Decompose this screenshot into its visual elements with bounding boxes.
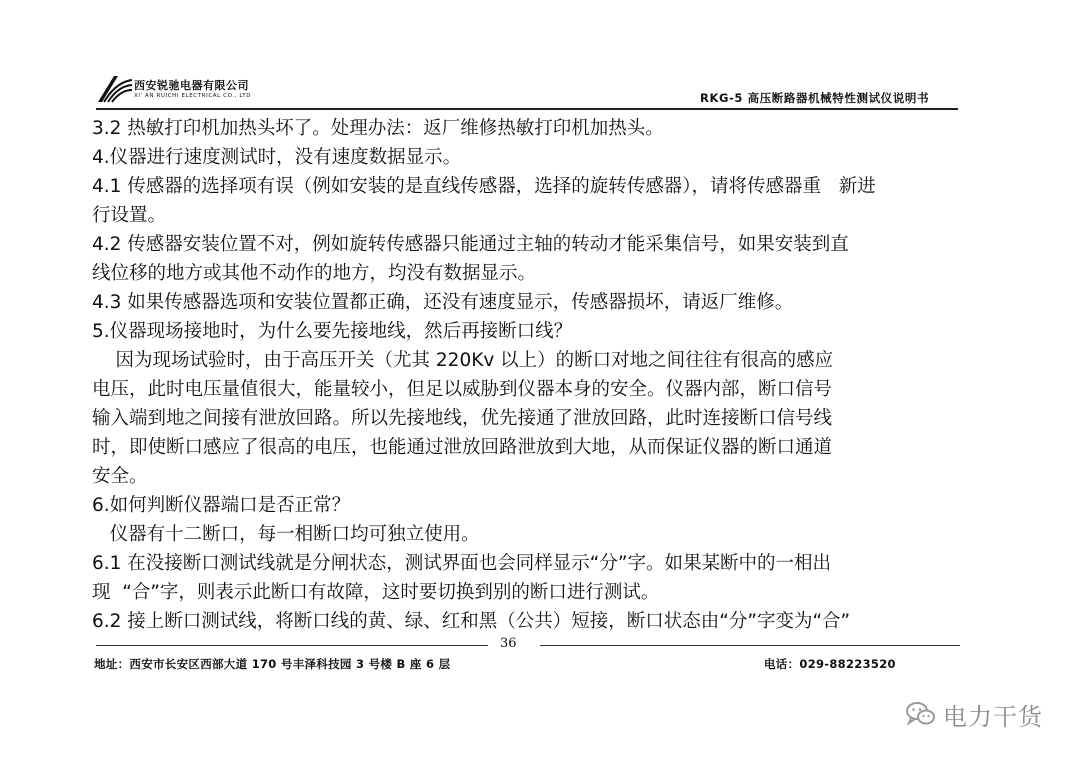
text-line: 行设置。: [92, 205, 167, 226]
company-name-en: XI' AN RUICHI ELECTRICAL CO., LTD: [134, 93, 252, 99]
text-line: 电压，此时电压量值很大，能量较小，但足以威胁到仪器本身的安全。仪器内部，断口信号: [92, 379, 833, 400]
text-line: 线位移的地方或其他不动作的地方，均没有数据显示。: [92, 263, 537, 284]
watermark-text: 电力干货: [943, 702, 1043, 731]
header-divider: [96, 108, 958, 110]
footer-divider-right: [540, 645, 960, 646]
wechat-icon: [905, 700, 937, 728]
document-body: [92, 114, 972, 636]
company-logo-icon: [96, 74, 134, 104]
text-line: 6.2 接上断口测试线，将断口线的黄、绿、红和黑（公共）短接，断口状态由“分”字变为“合”: [92, 611, 851, 632]
text-line: 4.仪器进行速度测试时，没有速度数据显示。: [92, 147, 462, 168]
text-line: 4.2 传感器安装位置不对，例如旋转传感器只能通过主轴的转动才能采集信号，如果安装到直: [92, 234, 849, 255]
text-line: 4.1 传感器的选择项有误（例如安装的是直线传感器，选择的旋转传感器），请将传感器重 新进: [92, 176, 876, 197]
text-line: 5.仪器现场接地时，为什么要先接地线，然后再接断口线？: [92, 321, 573, 342]
text-line: 3.2 热敏打印机加热头坏了。处理办法：返厂维修热敏打印机加热头。: [92, 118, 664, 139]
company-phone: 电话：029-88223520: [764, 657, 896, 671]
text-line: 输入端到地之间接有泄放回路。所以先接地线，优先接通了泄放回路，此时连接断口信号线: [92, 408, 833, 429]
text-line: 因为现场试验时，由于高压开关（尤其 220Kv 以上）的断口对地之间往往有很高的感应: [92, 350, 834, 371]
page-number: 36: [500, 636, 517, 651]
watermark: [905, 694, 1043, 734]
company-name-cn: 西安锐驰电器有限公司: [134, 79, 249, 92]
document-title: RKG-5 高压断路器机械特性测试仪说明书: [700, 91, 930, 105]
company-address: 地址：西安市长安区西部大道 170 号丰泽科技园 3 号楼 B 座 6 层: [94, 657, 451, 671]
footer-divider-left: [96, 645, 488, 646]
text-line: 6.1 在没接断口测试线就是分闸状态，测试界面也会同样显示“分”字。如果某断中的一相出: [92, 553, 831, 574]
text-line: 现 “合”字，则表示此断口有故障，这时要切换到别的断口进行测试。: [92, 582, 660, 603]
text-line: 仪器有十二断口，每一相断口均可独立使用。: [92, 524, 480, 545]
text-line: 时，即使断口感应了很高的电压，也能通过泄放回路泄放到大地，从而保证仪器的断口通道: [92, 437, 833, 458]
text-line: 6.如何判断仪器端口是否正常？: [92, 495, 351, 516]
text-line: 4.3 如果传感器选项和安装位置都正确，还没有速度显示，传感器损坏，请返厂维修。: [92, 292, 794, 313]
text-line: 安全。: [92, 466, 148, 487]
